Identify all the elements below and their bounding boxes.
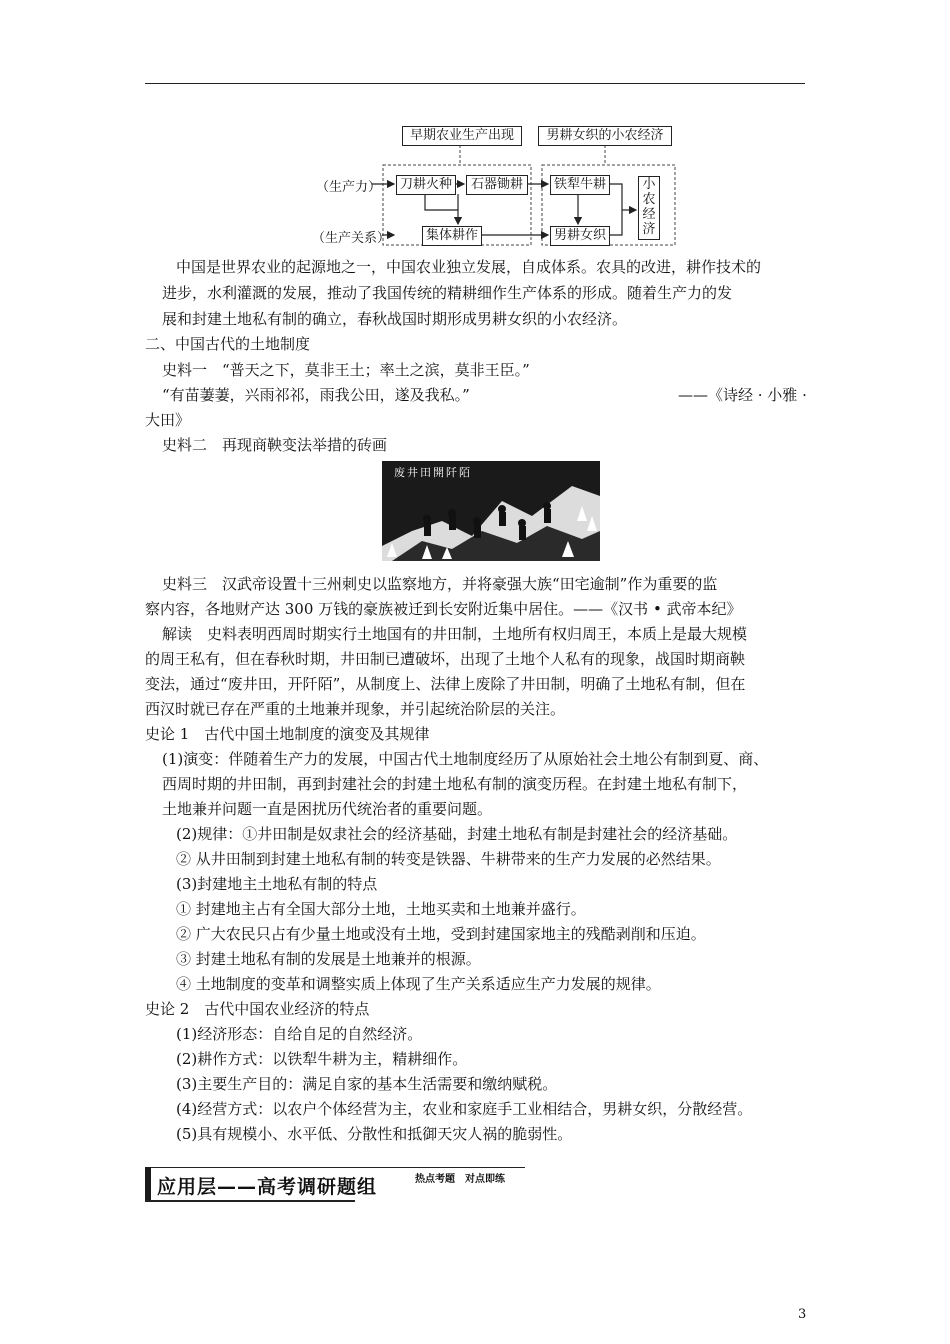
stage-early-agriculture: 早期农业生产出现 <box>402 126 522 146</box>
discussion-1-title: 史论 1 古代中国土地制度的演变及其规律 <box>145 725 430 743</box>
source-1: 史料一 “普天之下，莫非王土；率土之滨，莫非王臣。” <box>162 361 530 379</box>
intro-line: 中国是世界农业的起源地之一，中国农业独立发展，自成体系。农具的改进，耕作技术的 <box>176 258 762 276</box>
discussion-1-item: ② 从井田制到封建土地私有制的转变是铁器、牛耕带来的生产力发展的必然结果。 <box>176 850 721 868</box>
source-1-citation: ——《诗经 · 小雅 · <box>678 386 807 404</box>
discussion-1-item: (2)规律：①井田制是奴隶社会的经济基础，封建土地私有制是封建社会的经济基础。 <box>176 825 738 843</box>
source-3-line: 史料三 汉武帝设置十三州刺史以监察地方，并将豪强大族“田宅逾制”作为重要的监 <box>162 575 718 593</box>
productivity-label: （生产力） <box>316 180 382 195</box>
discussion-2-title: 史论 2 古代中国农业经济的特点 <box>145 1000 370 1018</box>
box-stone-hoe: 石器锄耕 <box>466 175 528 195</box>
intro-line: 展和封建土地私有制的确立，春秋战国时期形成男耕女织的小农经济。 <box>162 310 628 328</box>
source-1-quote: “有苗萋萋，兴雨祁祁，雨我公田，遂及我私。” <box>162 386 470 404</box>
source-2: 史料二 再现商鞅变法举措的砖画 <box>162 436 388 454</box>
relations-label: （生产关系） <box>312 231 391 246</box>
box-men-farm-women-weave: 男耕女织 <box>550 226 610 246</box>
discussion-2-item: (1)经济形态：自给自足的自然经济。 <box>176 1025 423 1043</box>
interpretation-line: 西汉时就已存在严重的土地兼并现象，并引起统治阶层的关注。 <box>145 700 566 718</box>
interpretation-line: 的周王私有，但在春秋时期，井田制已遭破坏，出现了土地个人私有的现象，战国时期商鞅 <box>145 650 746 668</box>
discussion-2-item: (5)具有规模小、水平低、分散性和抵御天灾人祸的脆弱性。 <box>176 1125 573 1143</box>
source-1-citation-cont: 大田》 <box>145 411 191 429</box>
stage-small-peasant-economy: 男耕女织的小农经济 <box>538 126 672 146</box>
interpretation-line: 解读 史料表明西周时期实行土地国有的井田制，土地所有权归周王，本质上是最大规模 <box>162 625 748 643</box>
discussion-1-line: 西周时期的井田制，再到封建社会的封建土地私有制的演变历程。在封建土地私有制下， <box>162 775 748 793</box>
brick-painting-image <box>382 461 600 561</box>
header-rule <box>145 83 805 84</box>
application-section-header <box>145 1167 525 1201</box>
section-title: 二、中国古代的土地制度 <box>145 335 311 353</box>
discussion-1-line: 土地兼并问题一直是困扰历代统治者的重要问题。 <box>162 800 493 818</box>
discussion-1-line: (1)演变：伴随着生产力的发展，中国古代土地制度经历了从原始社会土地公有制到夏、商、 <box>162 750 769 768</box>
discussion-1-item: (3)封建地主土地私有制的特点 <box>176 875 378 893</box>
discussion-1-item: ③ 封建土地私有制的发展是土地兼并的根源。 <box>176 950 481 968</box>
header-bottom-rule <box>145 1200 355 1202</box>
application-section-subtitle: 热点考题 对点即练 <box>415 1174 505 1185</box>
discussion-1-item: ① 封建地主占有全国大部分土地，土地买卖和土地兼并盛行。 <box>176 900 586 918</box>
source-3-line: 察内容，各地财产达 300 万钱的豪族被迁到长安附近集中居住。——《汉书 • 武帝本纪》 <box>145 600 742 618</box>
brick-painting-title: 废井田開阡陌 <box>394 466 472 479</box>
discussion-1-item: ④ 土地制度的变革和调整实质上体现了生产关系适应生产力发展的规律。 <box>176 975 661 993</box>
header-accent-bar <box>145 1167 151 1201</box>
box-small-peasant-economy: 小农经济 <box>638 176 660 240</box>
discussion-2-item: (2)耕作方式：以铁犁牛耕为主，精耕细作。 <box>176 1050 468 1068</box>
header-top-rule <box>145 1167 525 1168</box>
discussion-2-item: (4)经营方式：以农户个体经营为主，农业和家庭手工业相结合，男耕女织，分散经营。 <box>176 1100 753 1118</box>
interpretation-line: 变法，通过“废井田，开阡陌”，从制度上、法律上废除了井田制，明确了土地私有制，但在 <box>145 675 746 693</box>
discussion-2-item: (3)主要生产目的：满足自家的基本生活需要和缴纳赋税。 <box>176 1075 558 1093</box>
discussion-1-item: ② 广大农民只占有少量土地或没有土地，受到封建国家地主的残酷剥削和压迫。 <box>176 925 706 943</box>
application-section-title: 应用层——高考调研题组 <box>157 1176 378 1198</box>
box-slash-and-burn: 刀耕火种 <box>396 175 456 195</box>
box-collective-farming: 集体耕作 <box>422 226 482 246</box>
agriculture-flow-diagram <box>310 120 680 250</box>
box-iron-plow: 铁犁牛耕 <box>550 175 610 195</box>
intro-line: 进步，水利灌溉的发展，推动了我国传统的精耕细作生产体系的形成。随着生产力的发 <box>162 284 733 302</box>
page-number: 3 <box>798 1307 807 1322</box>
